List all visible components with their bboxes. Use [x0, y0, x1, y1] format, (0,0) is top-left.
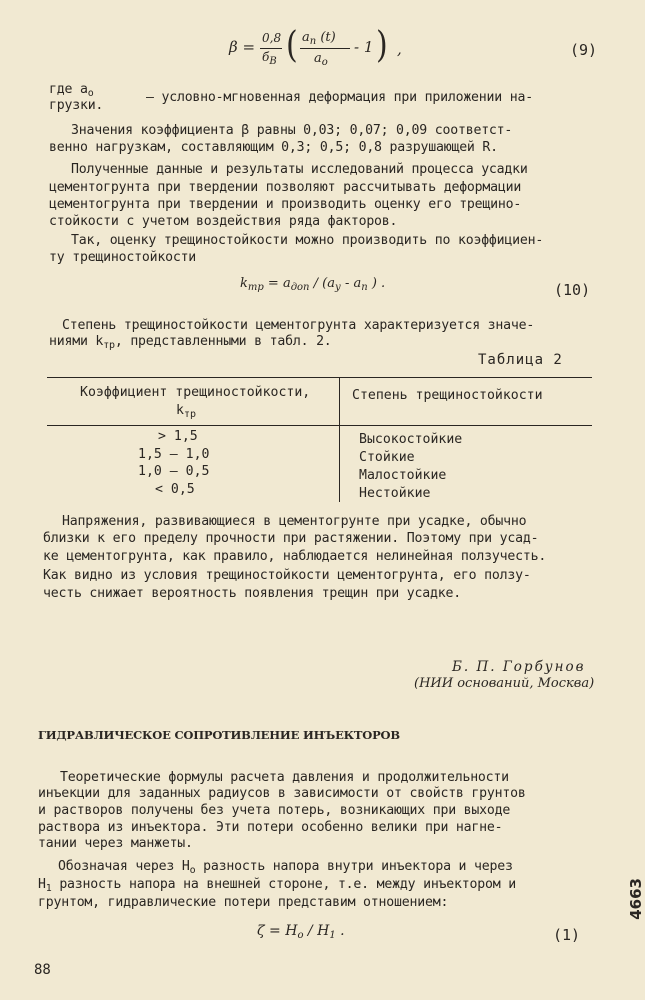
table-cell-k: 1,0 – 0,5: [138, 464, 210, 479]
table-cell-k: 1,5 – 1,0: [138, 447, 210, 462]
table-header-col1: Коэффициент трещиностойкости,: [80, 385, 311, 400]
table-rule-header: [47, 425, 592, 426]
table-cell-degree: Нестойкие: [359, 486, 431, 501]
table-header-col1-symbol: $k_{тр}$: [176, 403, 196, 420]
equation-number-1: (1): [553, 926, 581, 944]
fraction-bar: [260, 48, 282, 49]
table-cell-degree: Высокостойкие: [359, 432, 463, 447]
page: β = 0,8 $б_В$ ( $a_п$ (t) $a_o$ - 1 ) , (9) где $a_o$ – условно-мгновенная деформация при приложении на- грузки. Значения коэффициента β равны 0,03; 0,07; 0,09 соответст- венно нагрузкам, составляющим 0,3; 0,5; 0,8 разрушающей R. Полученные данные и результаты исследований процесса усадки цементогрунта при твердении позволяют рассчитывать деформации цементогрунта при твердении и производить оценку его трещино- стойкости с учетом воздействия ряда факторов. Так, оценку трещиностойкости можно производить по коэффициен- ту трещиностойкости $k_{тр} = a_{доп} / (a_у - a_п$ ) . (10) Степень трещиностойкости цементогрунта характеризуется значе- ниями $k_{тр}$, представленными в табл. 2. Таблица 2 Коэффициент трещиностойкости, $k_{тр}$ Степень трещиностойкости > 1,5 Высокостойкие 1,5 – 1,0 Стойкие 1,0 – 0,5 Малостойкие < 0,5 Нестойкие Напряжения, развивающиеся в цементогрунте при усадке, обычно близки к его пределу прочности при растяжении. Поэтому при усад- ке цементогрунта, как правило, наблюдается нелинейная ползучесть. Как видно из условия трещиностойкости цементогрунта, его ползу- честь снижает вероятность появления трещин при усадке. Б. П. Горбунов (НИИ оснований, Москва) ГИДРАВЛИЧЕСКОЕ СОПРОТИВЛЕНИЕ ИНЪЕКТОРОВ Теоретические формулы расчета давления и продолжительности инъекции для заданных радиусов в зависимости от свойств грунтов и растворов получены без учета потерь, возникающих при выходе раствора из инъектора. Эти потери особенно велики при нагне- тании через манжеты. Обозначая через $H_o$ разность напора внутри инъектора и через $H_1$ разность напора на внешней стороне, т.е. между инъектором и грунтом, гидравлические потери представим отношением: $\zeta = H_o / H_1$ . (1) 88 4663: [34, 24, 645, 978]
side-number: 4663: [627, 878, 645, 920]
author-affiliation: (НИИ оснований, Москва): [414, 676, 595, 691]
table-column-separator: [339, 377, 340, 502]
table-caption: Таблица 2: [478, 352, 563, 368]
equation-number-9: (9): [570, 41, 598, 59]
page-number: 88: [34, 962, 51, 978]
equation-number-10: (10): [554, 281, 591, 299]
fraction-bar: [300, 48, 350, 49]
table-cell-degree: Стойкие: [359, 450, 415, 465]
table-rule-top: [47, 377, 592, 378]
author-name: Б. П. Горбунов: [452, 659, 586, 675]
section-heading: ГИДРАВЛИЧЕСКОЕ СОПРОТИВЛЕНИЕ ИНЪЕКТОРОВ: [38, 728, 400, 742]
table-cell-k: < 0,5: [155, 482, 195, 497]
table-cell-k: > 1,5: [158, 429, 198, 444]
table-header-col2: Степень трещиностойкости: [352, 388, 543, 403]
table-cell-degree: Малостойкие: [359, 468, 447, 483]
